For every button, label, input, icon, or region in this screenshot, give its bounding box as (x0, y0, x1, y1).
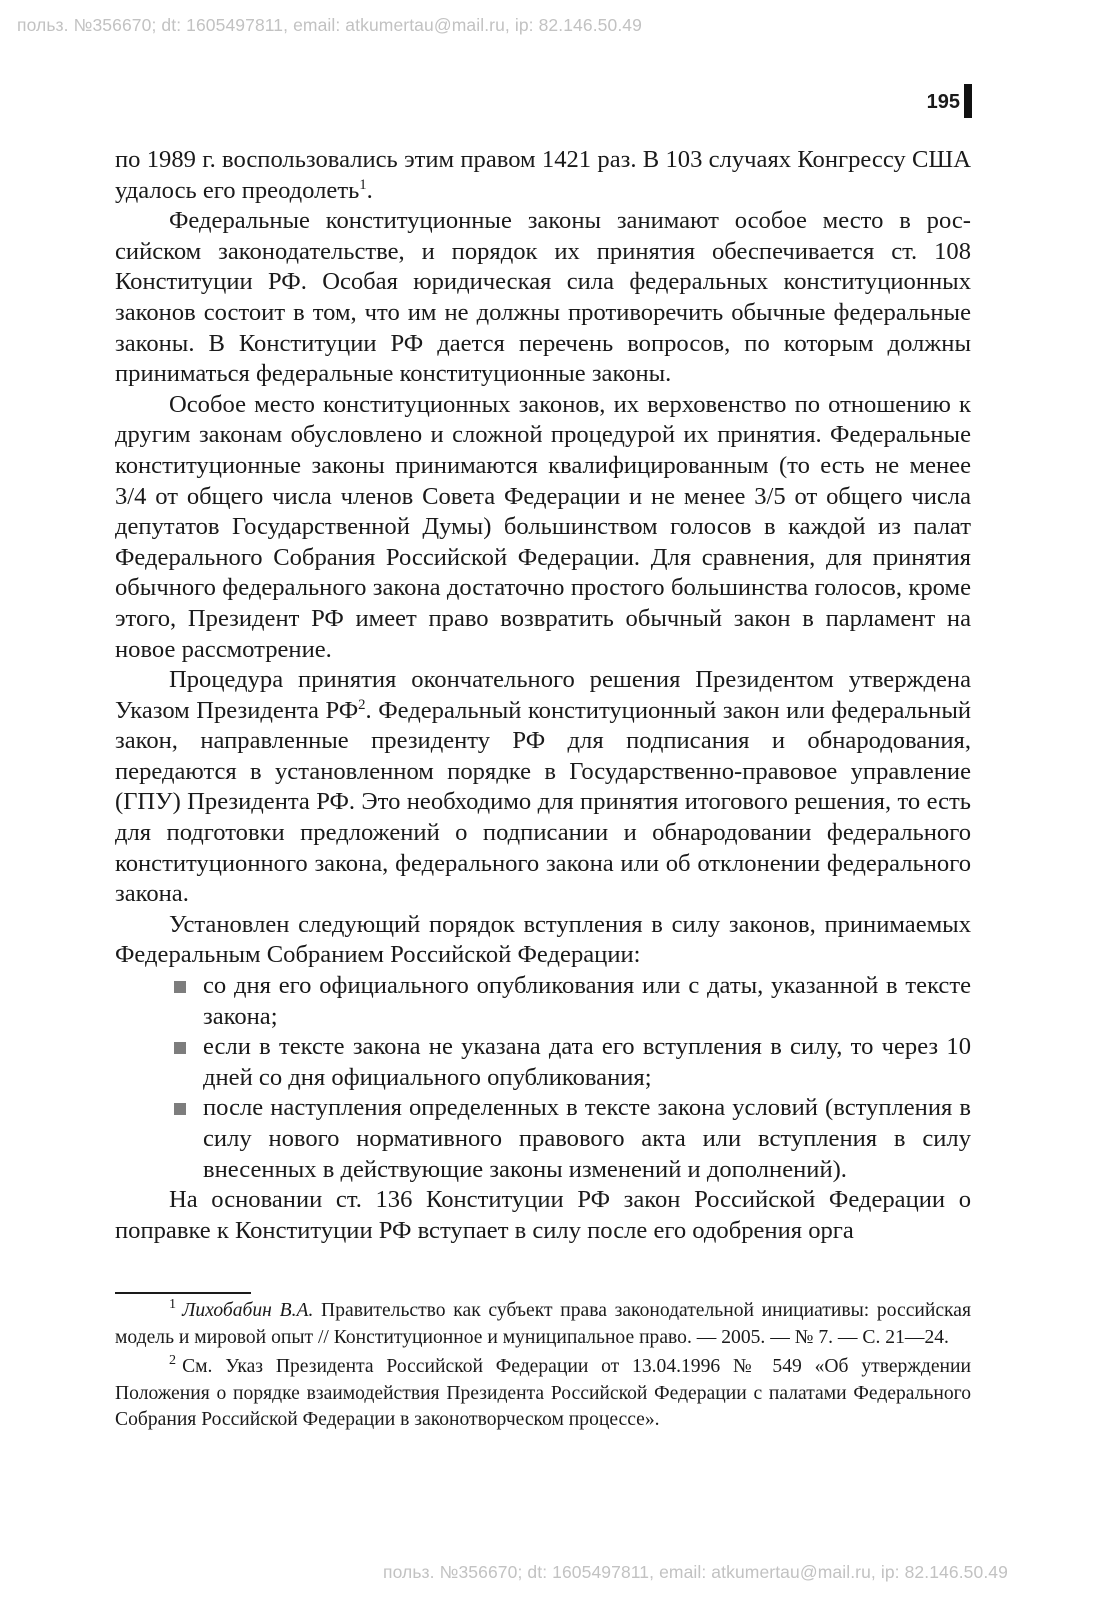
list-item-text: со дня его официального опубликования или с даты, указанной в тексте закона; (203, 972, 971, 1030)
watermark-top: польз. №356670; dt: 1605497811, email: atkumertau@mail.ru, ip: 82.146.50.49 (17, 15, 642, 35)
paragraph-1-text: по 1989 г. воспользовались этим правом 1421 раз. В 103 случаях Конгрессу США удалось его преодолеть (115, 146, 971, 204)
footnote-mark-1: 1 (169, 1296, 177, 1313)
square-bullet-icon (174, 981, 186, 993)
footnote-1-author: Лихобабин В.А. (182, 1300, 314, 1321)
paragraph-6: На основании ст. 136 Конституции РФ закон Российской Федерации о поправке к Конституции РФ вступает в силу после его одобрения орга (115, 1186, 971, 1244)
list-item (169, 1093, 971, 1185)
watermark-bottom: польз. №356670; dt: 1605497811, email: atkumertau@mail.ru, ip: 82.146.50.49 (383, 1562, 1008, 1582)
paragraph-3: Особое место конституционных законов, их верховенство по отношению к другим законам обусловлено и сложной процедурой их принятия. Федеральные конституционные законы принимаются квалифицированным (то есть не менее 3/4 от общего числа членов Совета Федерации и не менее 3/5 от общего числа депутатов Государственной Думы) большинством голосов в каждой из палат Федерального Собрания Российской Федерации. Для сравнения, для принятия обычного федерального закона достаточно простого большинства голосов, кроме этого, Президент РФ имеет право возвратить обычный закон в парламент на новое рассмотрение. (115, 390, 971, 663)
list-item (169, 971, 971, 1032)
main-text (115, 145, 971, 1246)
square-bullet-icon (174, 1042, 186, 1054)
footnote-mark-2: 2 (169, 1352, 177, 1369)
page-number: 195 (926, 91, 960, 113)
footnote-1-text: Правительство как субъект права законодательной инициативы: российская модель и мировой опыт // Конституционное и муниципальное право. — 2005. — № 7. — С. 21—24. (115, 1300, 971, 1348)
footnote-1 (115, 1298, 971, 1351)
paragraph-4 (115, 665, 971, 910)
square-bullet-icon (174, 1103, 186, 1115)
paragraph-1-end: . (366, 176, 373, 204)
page-number-bar (964, 84, 972, 118)
paragraph-2: Федеральные конституционные законы занимают особое место в российском законодательстве, и порядок их принятия обеспечивается ст. 108 Конституции РФ. Особая юридическая сила федеральных конституционных законов состоит в том, что им не должны противоречить обычные федеральные законы. В Конституции РФ дается перечень вопросов, по которым должны приниматься федеральные конституционные законы. (115, 207, 971, 388)
footnotes (115, 1298, 971, 1437)
footnote-divider (115, 1292, 251, 1294)
paragraph-4-start: Процедура принятия окончательного решения Президентом утверждена Указом Президента РФ (115, 666, 971, 724)
paragraph-4-end: . Федеральный конституционный закон или федеральный закон, направленные президенту РФ для подписания и обнародования, передаются в установленном порядке в Государственно-правовое управление (ГПУ) Президента РФ. Это необходимо для принятия итогового решения, то есть для подготовки предложений о подписании и обнародовании федерального конституционного закона, федерального закона или об отклонении федерального закона. (115, 696, 971, 908)
paragraph-1 (115, 145, 971, 206)
footnote-ref-2[interactable]: 2 (358, 696, 366, 713)
footnote-ref-1[interactable]: 1 (359, 176, 367, 193)
footnote-2 (115, 1354, 971, 1434)
list-item (169, 1032, 971, 1093)
paragraph-5: Установлен следующий порядок вступления в силу законов, принимаемых Федеральным Собранием Российской Федерации: (115, 910, 971, 969)
list-item-text: если в тексте закона не указана дата его вступления в силу, то через 10 дней со дня официального опубликования; (203, 1033, 971, 1091)
list-item-text: после наступления определенных в тексте закона условий (вступления в силу нового нормативного правового акта или вступления в силу внесенных в действующие законы изменений и дополнений). (203, 1094, 971, 1183)
footnote-2-text: См. Указ Президента Российской Федерации от 13.04.1996 № 549 «Об утверждении Положения о порядке взаимодействия Президента Российской Федерации с палатами Федерального Собрания Российской Федерации в законотворческом процессе». (115, 1356, 971, 1430)
bullet-list (169, 971, 971, 1185)
